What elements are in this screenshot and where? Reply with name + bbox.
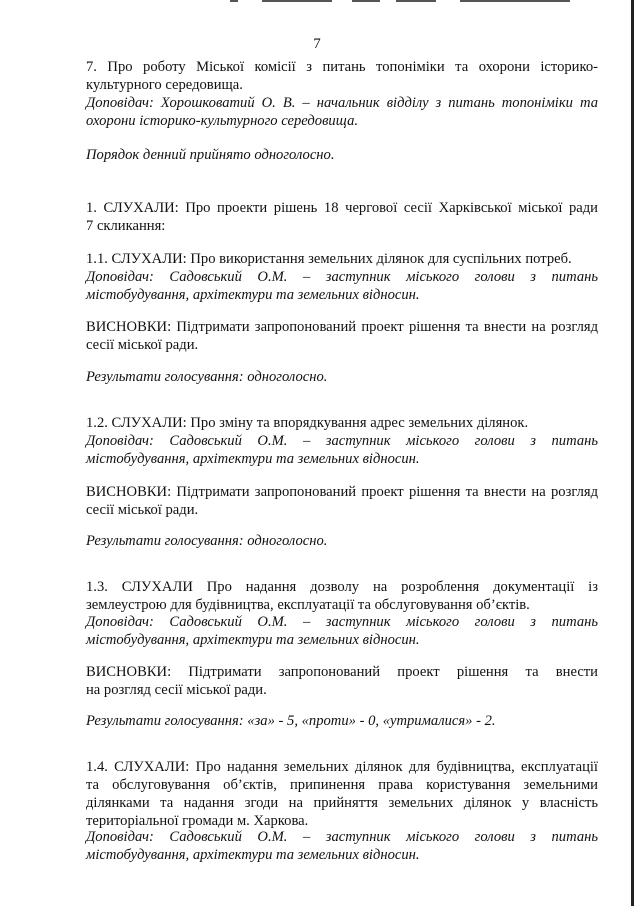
speaker-line: Доповідач: Хорошковатий О. В. – начальник відділу з питань топоніміки та xyxy=(86,95,598,111)
agenda-item-7-speaker xyxy=(86,94,598,130)
speaker-line: містобудування, архітектури та земельних відносин. xyxy=(86,632,420,648)
scan-top-marks xyxy=(0,0,634,6)
conclusion-line: на розгляд сесії міської ради. xyxy=(86,682,267,698)
heard-line: 1.3. СЛУХАЛИ Про надання дозволу на розроблення документації із xyxy=(86,579,598,595)
item-1-1-vote: Результати голосування: одноголосно. xyxy=(86,369,328,385)
item-1-1-speaker xyxy=(86,268,598,304)
item-1-1-heard: 1.1. СЛУХАЛИ: Про використання земельних ділянок для суспільних потреб. xyxy=(86,251,572,267)
item-1-3-speaker xyxy=(86,613,598,649)
item-1-4-speaker xyxy=(86,828,598,864)
speaker-line: Доповідач: Садовський О.М. – заступник міського голови з питань xyxy=(86,829,598,845)
speaker-line: Доповідач: Садовський О.М. – заступник міського голови з питань xyxy=(86,614,598,630)
conclusion-line: сесії міської ради. xyxy=(86,337,199,353)
item-1-2-speaker xyxy=(86,432,598,468)
heard-line: територіальної громади м. Харкова. xyxy=(86,813,309,829)
item-1-2-conclusion xyxy=(86,483,598,519)
heard-line: землеустрою для будівництва, експлуатації та обслуговування об’єктів. xyxy=(86,597,530,613)
agenda-item-7-line: культурного середовища. xyxy=(86,77,243,93)
heard-1-line: 1. СЛУХАЛИ: Про проекти рішень 18 чергової сесії Харківської міської ради xyxy=(86,200,598,216)
speaker-line: містобудування, архітектури та земельних відносин. xyxy=(86,847,420,863)
heard-line: ділянками та надання згоди на прийняття земельних ділянок у власність xyxy=(86,795,598,811)
item-1-3-heard xyxy=(86,578,598,614)
item-1-1-conclusion xyxy=(86,318,598,354)
item-1-4-heard xyxy=(86,758,598,830)
conclusion-line: ВИСНОВКИ: Підтримати запропонований проект рішення та внести xyxy=(86,664,598,680)
heard-1-line: 7 скликання: xyxy=(86,218,166,234)
item-1-3-conclusion xyxy=(86,663,598,699)
item-1-3-vote: Результати голосування: «за» - 5, «проти» - 0, «утрималися» - 2. xyxy=(86,713,496,729)
speaker-line: містобудування, архітектури та земельних відносин. xyxy=(86,451,420,467)
speaker-line: містобудування, архітектури та земельних відносин. xyxy=(86,287,420,303)
item-1-2-vote: Результати голосування: одноголосно. xyxy=(86,533,328,549)
agenda-item-7-line: 7. Про роботу Міської комісії з питань топоніміки та охорони історико- xyxy=(86,59,598,75)
conclusion-line: сесії міської ради. xyxy=(86,502,199,518)
item-1-2-heard: 1.2. СЛУХАЛИ: Про зміну та впорядкування адрес земельних ділянок. xyxy=(86,415,529,431)
heard-1 xyxy=(86,199,598,235)
conclusion-line: ВИСНОВКИ: Підтримати запропонований проект рішення та внести на розгляд xyxy=(86,319,598,335)
conclusion-line: ВИСНОВКИ: Підтримати запропонований проект рішення та внести на розгляд xyxy=(86,484,598,500)
speaker-line: Доповідач: Садовський О.М. – заступник міського голови з питань xyxy=(86,269,598,285)
speaker-line: Доповідач: Садовський О.М. – заступник міського голови з питань xyxy=(86,433,598,449)
speaker-line: охорони історико-культурного середовища. xyxy=(86,113,359,129)
heard-line: 1.4. СЛУХАЛИ: Про надання земельних ділянок для будівництва, експлуатації xyxy=(86,759,598,775)
heard-line: та обслуговування об’єктів, припинення права користування земельними xyxy=(86,777,598,793)
agenda-approved: Порядок денний прийнято одноголосно. xyxy=(86,147,335,163)
page-number: 7 xyxy=(313,36,321,52)
agenda-item-7 xyxy=(86,58,598,94)
